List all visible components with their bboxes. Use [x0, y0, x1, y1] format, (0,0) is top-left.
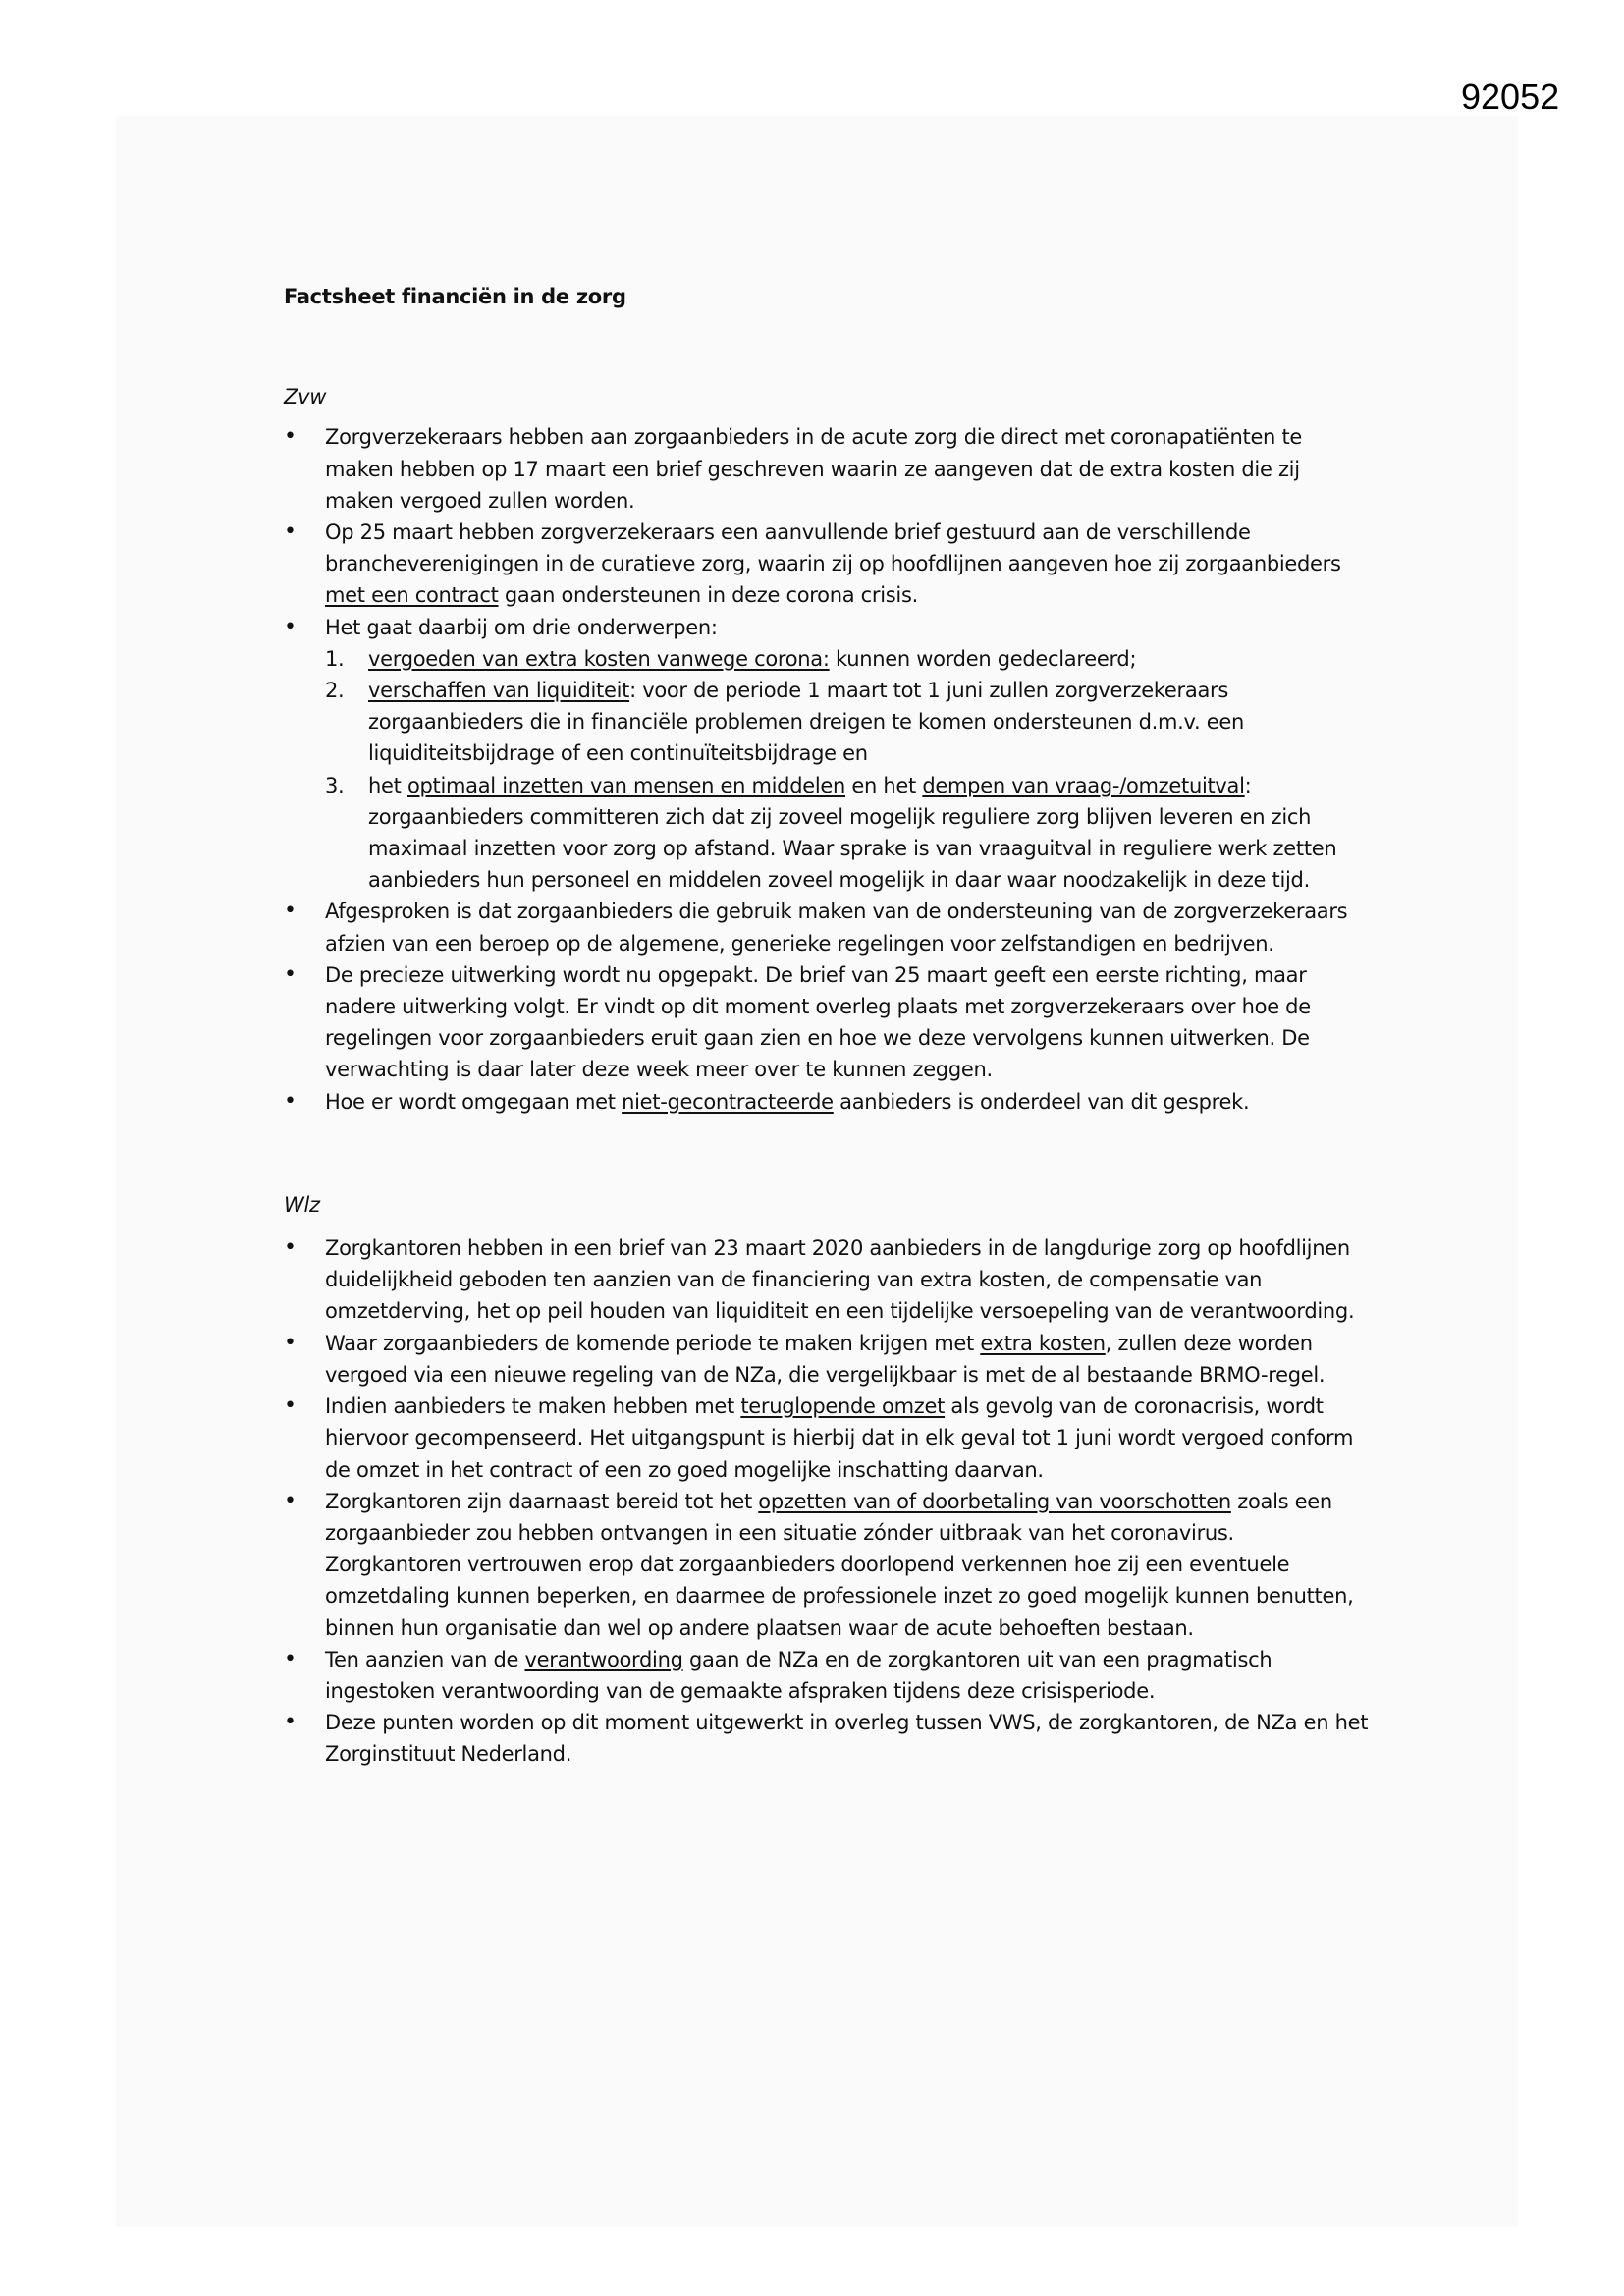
list-item: • Op 25 maart hebben zorgverzekeraars een aanvullende brief gestuurd aan de verschillende brancheverenigingen in de curatieve zorg, waarin zij op hoofdlijnen aangeven hoe zij zorgaanbieders met een contract gaan ondersteunen in deze corona crisis. [284, 517, 1374, 612]
document-title: Factsheet financiën in de zorg [284, 285, 626, 308]
list-item: • Deze punten worden op dit moment uitgewerkt in overleg tussen VWS, de zorgkantoren, de NZa en het Zorginstituut Nederland. [284, 1707, 1374, 1770]
list-item: • Zorgverzekeraars hebben aan zorgaanbieders in de acute zorg die direct met coronapatiënten te maken hebben op 17 maart een brief geschreven waarin ze aangeven dat de extra kosten die zij maken vergoed zullen worden. [284, 421, 1374, 517]
list-item: • Zorgkantoren zijn daarnaast bereid tot het opzetten van of doorbetaling van voorschotten zoals een zorgaanbieder zou hebben ontvangen in een situatie zónder uitbraak van het coronavirus. Zorgkantoren vertrouwen erop dat zorgaanbieders doorlopend verkennen hoe zij een eventuele omzetdaling kunnen beperken, en daarmee de professionele inzet zo goed mogelijk kunnen benutten, binnen hun organisatie dan wel op andere plaatsen waar de acute behoeften bestaan. [284, 1486, 1374, 1644]
wlz-bullet-list [284, 1232, 1374, 1770]
document-body [284, 281, 1374, 1771]
numbered-item: 1. vergoeden van extra kosten vanwege corona: kunnen worden gedeclareerd; [325, 646, 1137, 671]
list-item: • Hoe er wordt omgegaan met niet-gecontracteerde aanbieders is onderdeel van dit gesprek. [284, 1086, 1374, 1118]
list-item: • Ten aanzien van de verantwoording gaan de NZa en de zorgkantoren uit van een pragmatisch ingestoken verantwoording van de gemaakte afspraken tijdens deze crisisperiode. [284, 1644, 1374, 1707]
section-heading-wlz: Wlz [284, 1192, 320, 1217]
zvw-bullet-list [284, 421, 1374, 1117]
list-item: • Het gaat daarbij om drie onderwerpen: 1. vergoeden van extra kosten vanwege corona: kunnen worden gedeclareerd; 2. verschaffen van liquiditeit: voor de periode 1 maart tot 1 juni zullen zorgverzekeraars zorgaanbieders die in financiële problemen dreigen te komen ondersteunen d.m.v. een liquiditeitsbijdrage of een continuïteitsbijdrage en 3. het optimaal inzetten van mensen en middelen en het dempen van vraag-/omzetuitval: zorgaanbieders committeren zich dat zij zoveel mogelijk reguliere zorg blijven leveren en zich maximaal inzetten voor zorg op afstand. Waar sprake is van vraaguitval in reguliere werk zetten aanbieders hun personeel en middelen zoveel mogelijk in daar waar noodzakelijk in deze tijd. [284, 612, 1374, 897]
numbered-item: 2. verschaffen van liquiditeit: voor de periode 1 maart tot 1 juni zullen zorgverzekeraars zorgaanbieders die in financiële problemen dreigen te komen ondersteunen d.m.v. een liquiditeitsbijdrage of een continuïteitsbijdrage en [325, 679, 1245, 766]
list-item: • De precieze uitwerking wordt nu opgepakt. De brief van 25 maart geeft een eerste richting, maar nadere uitwerking volgt. Er vindt op dit moment overleg plaats met zorgverzekeraars over hoe de regelingen voor zorgaanbieders eruit gaan zien en hoe we deze vervolgens kunnen uitwerken. De verwachting is daar later deze week meer over te kunnen zeggen. [284, 959, 1374, 1086]
zvw-numbered-list [325, 643, 1374, 897]
list-item: • Zorgkantoren hebben in een brief van 23 maart 2020 aanbieders in de langdurige zorg op hoofdlijnen duidelijkheid geboden ten aanzien van de financiering van extra kosten, de compensatie van omzetderving, het op peil houden van liquiditeit en een tijdelijke versoepeling van de verantwoording. [284, 1232, 1374, 1328]
numbered-item: 3. het optimaal inzetten van mensen en middelen en het dempen van vraag-/omzetuitval: zorgaanbieders committeren zich dat zij zoveel mogelijk reguliere zorg blijven leveren en zich maximaal inzetten voor zorg op afstand. Waar sprake is van vraaguitval in reguliere werk zetten aanbieders hun personeel en middelen zoveel mogelijk in daar waar noodzakelijk in deze tijd. [325, 773, 1337, 893]
list-item: • Indien aanbieders te maken hebben met teruglopende omzet als gevolg van de coronacrisis, wordt hiervoor gecompenseerd. Het uitgangspunt is hierbij dat in elk geval tot 1 juni wordt vergoed conform de omzet in het contract of een zo goed mogelijke inschatting daarvan. [284, 1391, 1374, 1486]
document-number: 92052 [1461, 77, 1560, 117]
list-item: • Afgesproken is dat zorgaanbieders die gebruik maken van de ondersteuning van de zorgverzekeraars afzien van een beroep op de algemene, generieke regelingen voor zelfstandigen en bedrijven. [284, 896, 1374, 958]
list-item: • Waar zorgaanbieders de komende periode te maken krijgen met extra kosten, zullen deze worden vergoed via een nieuwe regeling van de NZa, die vergelijkbaar is met de al bestaande BRMO-regel. [284, 1328, 1374, 1391]
section-heading-zvw: Zvw [284, 385, 327, 410]
